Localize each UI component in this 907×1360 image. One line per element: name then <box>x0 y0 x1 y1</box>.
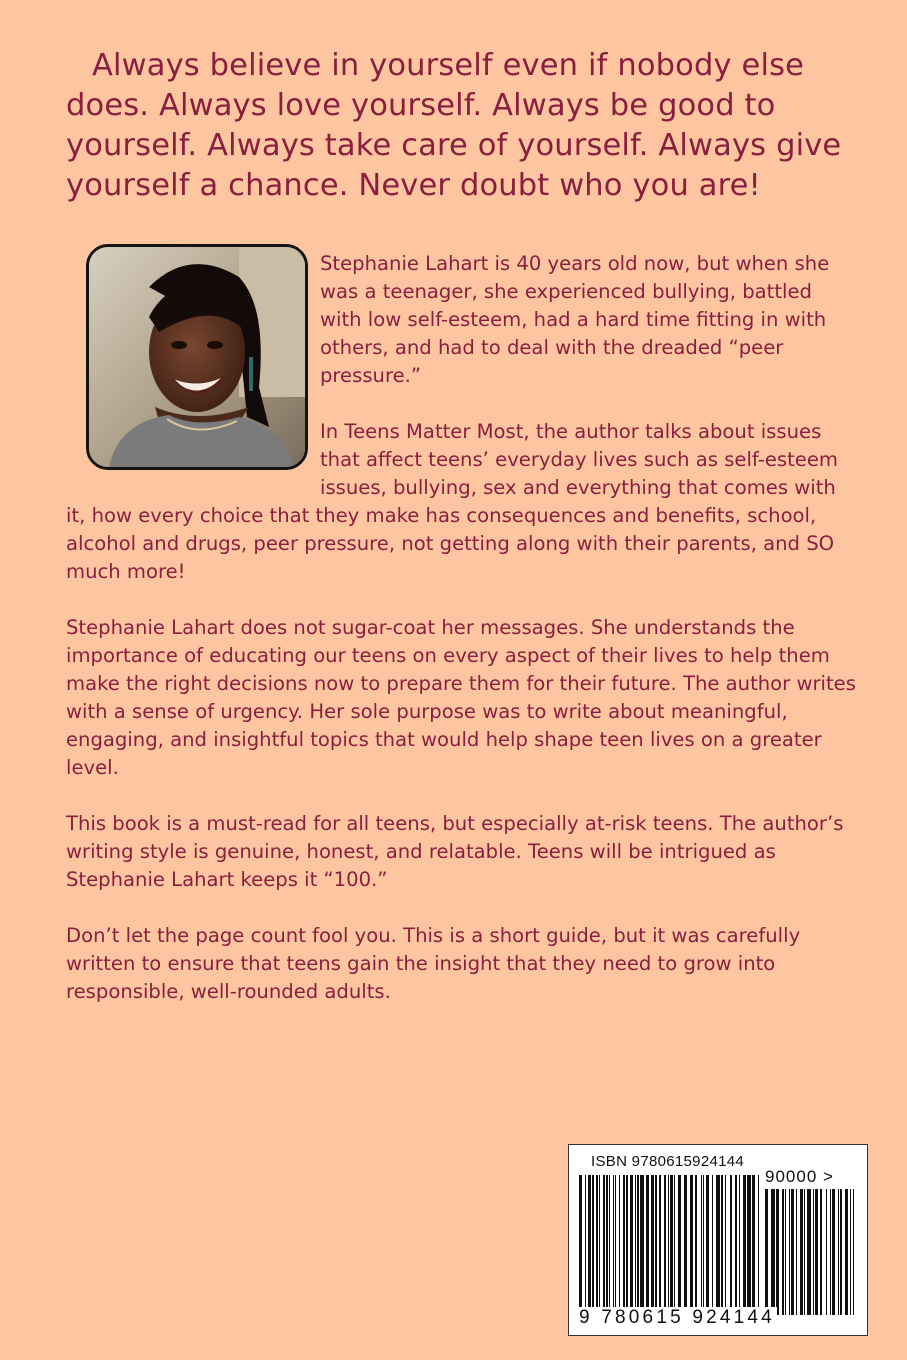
book-description <box>66 250 856 1034</box>
barcode-bar <box>701 1175 702 1315</box>
barcode-bar <box>815 1189 818 1315</box>
barcode-bar <box>838 1189 839 1315</box>
barcode-bar <box>804 1189 805 1315</box>
barcode-bar <box>716 1175 720 1315</box>
barcode-bar <box>730 1175 732 1315</box>
barcode-bar <box>832 1189 835 1315</box>
barcode-bar <box>613 1175 614 1315</box>
barcode-digits: 9 780615 924144 <box>579 1307 775 1328</box>
barcode-bar <box>637 1175 639 1315</box>
barcode-bar <box>765 1189 768 1315</box>
barcode-bar <box>721 1175 723 1315</box>
barcode-bar <box>706 1175 709 1315</box>
barcode-bar <box>850 1189 851 1315</box>
barcode-bar <box>703 1175 704 1315</box>
barcode-bar <box>670 1175 673 1315</box>
barcode-bar <box>771 1189 775 1315</box>
barcode-bar <box>735 1175 737 1315</box>
isbn-barcode <box>568 1144 868 1336</box>
barcode-bar <box>606 1175 608 1315</box>
barcode-bar <box>655 1175 657 1315</box>
barcode-bar <box>623 1175 625 1315</box>
barcode-bar <box>807 1189 811 1315</box>
barcode-bar <box>782 1189 784 1315</box>
barcode-bar <box>674 1175 675 1315</box>
isbn-label: ISBN 9780615924144 <box>591 1153 745 1170</box>
barcode-bar <box>853 1189 854 1315</box>
barcode-bar <box>743 1175 746 1315</box>
barcode-bar <box>619 1175 620 1315</box>
barcode-bar <box>690 1175 693 1315</box>
description-paragraph: In Teens Matter Most, the author talks about issues that affect teens’ everyday lives such as self-esteem issues, bullying, sex and everything that comes with it, how every choice that they make has consequences and benefits, school, alcohol and drugs, peer pressure, not getting along with their parents, and SO much more! <box>66 420 838 583</box>
barcode-bar <box>664 1175 666 1315</box>
barcode-bar <box>776 1189 779 1315</box>
description-paragraph: Don’t let the page count fool you. This is a short guide, but it was carefully written to ensure that teens gain the insight that they need to grow into responsible, well-rounded adults. <box>66 924 801 1003</box>
barcode-bar <box>747 1175 751 1315</box>
barcode-bar <box>609 1175 610 1315</box>
barcode-bar <box>830 1189 831 1315</box>
description-paragraph: This book is a must-read for all teens, but especially at-risk teens. The author’s writing style is genuine, honest, and relatable. Teens will be intrigued as Stephanie Lahart keeps it “100.” <box>66 812 844 891</box>
barcode-bar <box>585 1175 586 1315</box>
addon-barcode-bars <box>765 1189 855 1315</box>
barcode-bar <box>640 1175 644 1315</box>
description-paragraph: Stephanie Lahart is 40 years old now, but when she was a teenager, she experienced bullying, battled with low self-esteem, had a hard time fitting in with others, and had to deal with the dreaded “peer pressure.” <box>320 252 830 387</box>
barcode-bar <box>820 1189 822 1315</box>
barcode-bar <box>615 1175 616 1315</box>
barcode-bar <box>678 1175 681 1315</box>
barcode-bar <box>845 1189 848 1315</box>
photo-text-wrap-spacer <box>66 250 320 484</box>
barcode-bar <box>651 1175 654 1315</box>
barcode-bar <box>840 1189 842 1315</box>
barcode-bar <box>668 1175 669 1315</box>
barcode-bar <box>826 1189 827 1315</box>
barcode-bar <box>588 1175 591 1315</box>
barcode-bar <box>789 1189 790 1315</box>
barcode-bar <box>646 1175 649 1315</box>
barcode-bar <box>599 1175 600 1315</box>
barcode-bar <box>603 1175 605 1315</box>
barcode-bar <box>785 1189 786 1315</box>
barcode-bar <box>659 1175 661 1315</box>
barcode-bar <box>596 1175 598 1315</box>
back-cover-quote: Always believe in yourself even if nobody else does. Always love yourself. Always be good to yourself. Always take care of yourself. Always give yourself a chance. Never doubt who you are! <box>66 48 842 203</box>
barcode-bar <box>626 1175 628 1315</box>
barcode-bar <box>579 1175 582 1315</box>
barcode-bar <box>684 1175 687 1315</box>
barcode-bar <box>635 1175 636 1315</box>
barcode-bar <box>796 1189 797 1315</box>
barcode-bar <box>739 1175 740 1315</box>
barcode-bar <box>712 1175 713 1315</box>
barcode-bar <box>758 1175 759 1315</box>
barcode-bar <box>592 1175 594 1315</box>
barcode-bar <box>800 1189 803 1315</box>
barcode-bar <box>630 1175 633 1315</box>
description-paragraph: Stephanie Lahart does not sugar-coat her messages. She understands the importance of educating our teens on every aspect of their lives to help them make the right decisions now to prepare them for their future. The author writes with a sense of urgency. Her sole purpose was to write about meaningful, engaging, and insightful topics that would help shape teen lives on a greater level. <box>66 616 856 779</box>
barcode-bar <box>725 1175 726 1315</box>
barcode-bar <box>695 1175 697 1315</box>
barcode-bar <box>752 1175 755 1315</box>
barcode-bar <box>813 1189 814 1315</box>
barcode-bars <box>579 1175 759 1315</box>
price-code: 90000 > <box>765 1167 834 1186</box>
barcode-bar <box>791 1189 794 1315</box>
